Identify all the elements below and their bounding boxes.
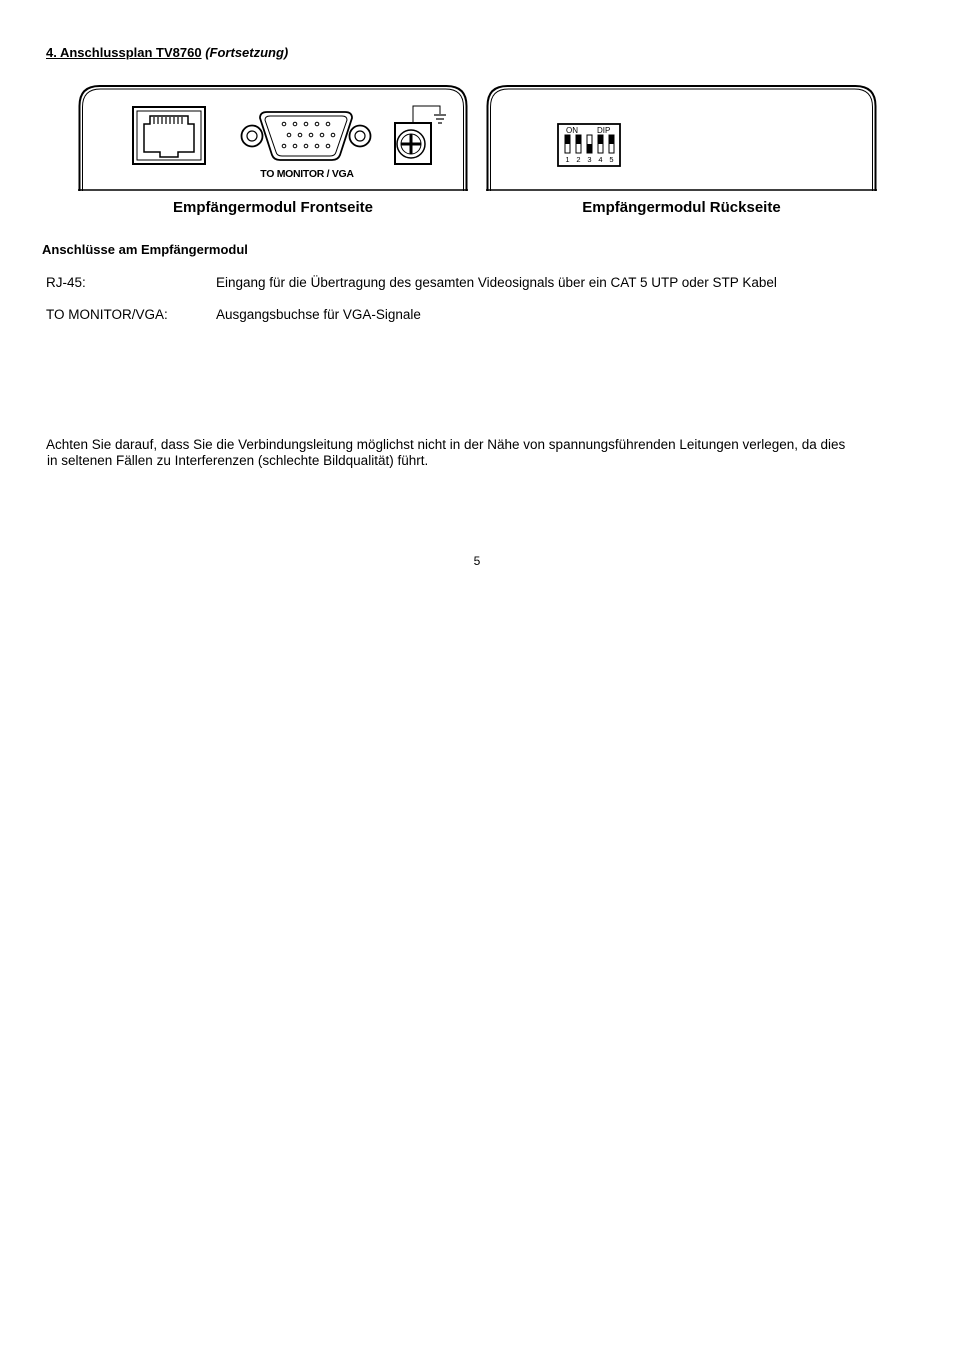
vga-port-icon	[242, 112, 371, 160]
back-caption: Empfängermodul Rückseite	[582, 199, 781, 216]
ground-terminal-icon	[395, 106, 446, 164]
connection-description-rj45: Eingang für die Übertragung des gesamten Videosignals über ein CAT 5 UTP oder STP Kabel	[216, 275, 777, 290]
note-line-2: in seltenen Fällen zu Interferenzen (schlechte Bildqualität) führt.	[47, 453, 429, 468]
section-title	[46, 45, 288, 60]
dip-number: 5	[609, 155, 614, 164]
note-line-1: Achten Sie darauf, dass Sie die Verbindungsleitung möglichst nicht in der Nähe von spannungsführenden Leitungen verlegen, da dies	[46, 437, 846, 452]
connection-description-vga: Ausgangsbuchse für VGA-Signale	[216, 307, 421, 322]
dip-label: DIP	[597, 126, 611, 135]
vga-label: TO MONITOR / VGA	[260, 168, 354, 180]
connection-term-rj45: RJ-45:	[46, 275, 86, 290]
front-caption: Empfängermodul Frontseite	[172, 199, 374, 216]
section-title-subtitle: (Fortsetzung)	[205, 45, 289, 60]
dip-number: 3	[587, 155, 592, 164]
connection-term-vga: TO MONITOR/VGA:	[46, 307, 168, 322]
page-number: 5	[473, 554, 481, 568]
dip-on-label: ON	[566, 126, 578, 135]
dip-number: 2	[576, 155, 581, 164]
back-panel-diagram	[486, 84, 877, 192]
rj45-port-icon	[133, 107, 205, 164]
dip-number: 4	[598, 155, 603, 164]
dip-number: 1	[565, 155, 570, 164]
installation-note	[46, 437, 916, 469]
connections-heading: Anschlüsse am Empfängermodul	[42, 242, 248, 257]
front-panel-diagram	[78, 84, 468, 192]
section-title-main: 4. Anschlussplan TV8760	[46, 45, 202, 60]
